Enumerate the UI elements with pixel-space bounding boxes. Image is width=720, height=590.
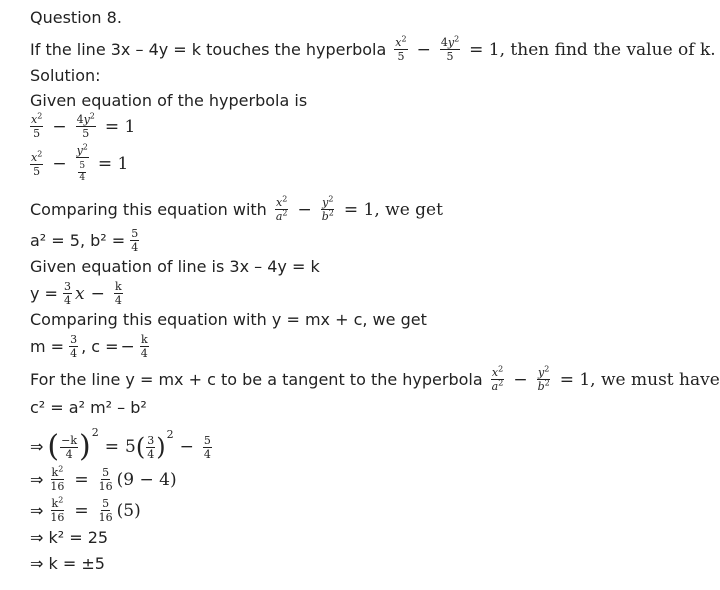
comparing-suffix: = 1, we get <box>343 199 443 220</box>
fraction-4y2-over-5: $\frac{4y^2}{5}$ <box>440 34 460 63</box>
question-statement: If the line 3x – 4y = k touches the hyperbola $\frac{x^2}{5}$ − $\frac{4y^2}{5}$ = 1, then find the value of k. <box>30 34 716 63</box>
simplify-step-2: ⇒ $\frac{k^2}{16}$ = $\frac{5}{16}$ (5) <box>30 495 141 524</box>
line-slope-form: y = $\frac{3}{4}$ x − $\frac{k}{4}$ <box>30 280 122 307</box>
hyperbola-equation-1: $\frac{x^2}{5}$ − $\frac{4y^2}{5}$ = 1 <box>31 111 136 140</box>
substitution-step: ⇒ ( $\frac{-k}{4}$ ) 2 = 5 ( $\frac{3}{4}$ ) 2 − $\frac{5}{4}$ <box>30 426 211 464</box>
m-c-values: m = $\frac{3}{4}$ , c = − $\frac{k}{4}$ <box>30 333 148 360</box>
comparing-line-text: Comparing this equation with y = mx + c, we get <box>30 310 427 329</box>
k-squared-result: ⇒ k² = 25 <box>30 528 109 547</box>
hyperbola-equation-2: $\frac{x^2}{5}$ − $\frac{y^2}{\frac{5}{4}}$ = 1 <box>31 142 129 183</box>
question-prefix: If the line 3x – 4y = k touches the hyperbola <box>30 39 387 59</box>
question-suffix: = 1, then find the value of k. <box>469 39 716 60</box>
fraction-x2-over-5: $\frac{x^2}{5}$ <box>395 34 407 63</box>
given-hyperbola-text: Given equation of the hyperbola is <box>30 91 308 110</box>
given-line-text: Given equation of line is 3x – 4y = k <box>30 257 320 276</box>
comparing-standard-form: Comparing this equation with $\frac{x^2}{a^2}$ − $\frac{y^2}{b^2}$ = 1, we get <box>30 194 443 223</box>
tangent-condition-formula: c² = a² m² – b² <box>30 398 147 417</box>
simplify-step-1: ⇒ $\frac{k^2}{16}$ = $\frac{5}{16}$ (9 − 4) <box>30 464 177 493</box>
k-final-answer: ⇒ k = ±5 <box>30 554 105 573</box>
question-title: Question 8. <box>30 8 122 27</box>
tangent-condition-text: For the line y = mx + c to be a tangent to the hyperbola $\frac{x^2}{a^2}$ − $\frac{y^2}{b^2}$ = 1, we must have <box>30 364 720 393</box>
solution-label: Solution: <box>30 66 101 85</box>
ab-values: a² = 5, b² = $\frac{5}{4}$ <box>30 227 139 254</box>
comparing-prefix: Comparing this equation with <box>30 199 267 219</box>
